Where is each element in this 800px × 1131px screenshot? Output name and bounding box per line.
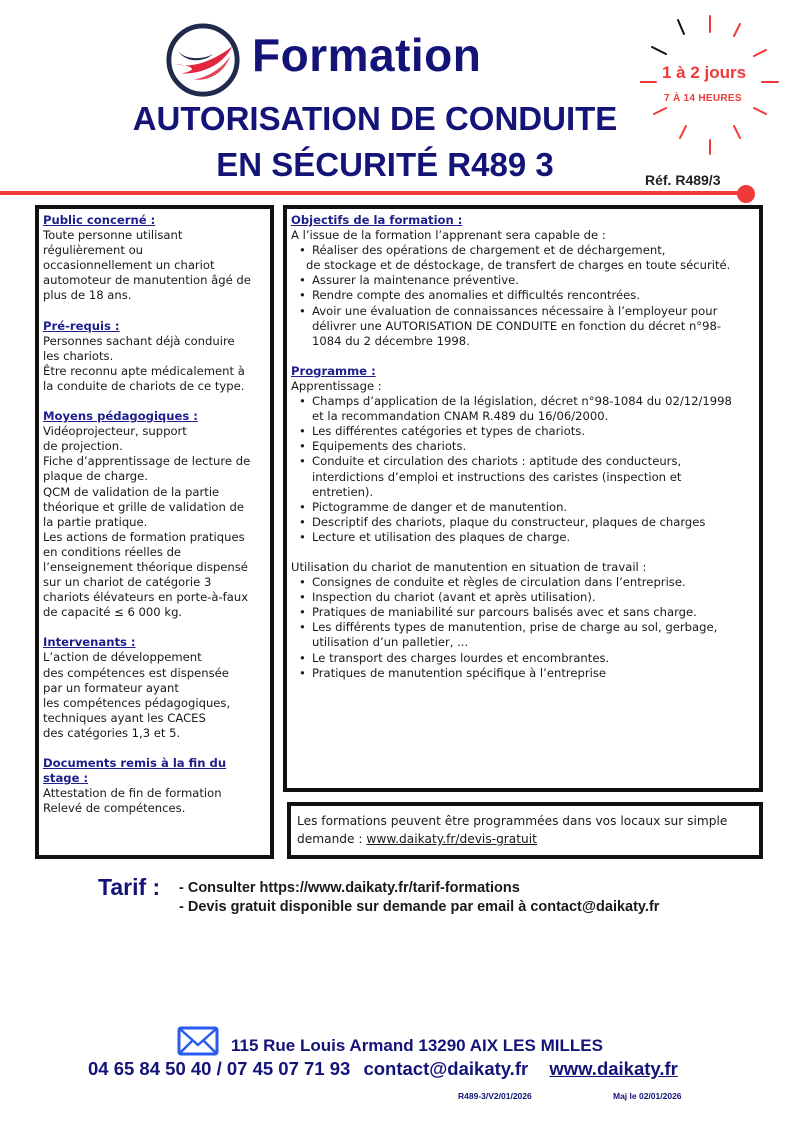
intervenants-line: par un formateur ayant [43,680,179,695]
tarif-details [179,879,659,917]
list-item [291,500,755,515]
tarif-label: Tarif : [98,874,161,900]
moyens-line: de capacité ≤ 6 000 kg. [43,605,183,620]
company-address: 115 Rue Louis Armand 13290 AIX LES MILLES [231,1036,603,1055]
prerequis-line: Personnes sachant déjà conduire [43,333,235,348]
list-item [291,620,755,650]
course-title-line-2: EN SÉCURITÉ R489 3 [216,146,554,183]
list-item [291,304,755,349]
objectifs-list [291,243,755,349]
list-item [291,575,755,590]
intervenants-line: des compétences est dispensée [43,665,229,680]
programme-part2-intro: Utilisation du chariot de manutention en situation de travail : [291,559,647,574]
list-item [291,243,755,273]
list-item [291,454,755,499]
course-title-line-1: AUTORISATION DE CONDUITE [132,100,618,137]
prerequis-line: les chariots. [43,348,114,363]
list-item-text: de stockage et de déstockage, de transfert de charges en toute sécurité. [306,258,731,273]
list-item-text: Pictogramme de danger et de manutention. [312,499,568,514]
list-item-text: entretien). [312,484,374,499]
company-logo-icon [164,21,242,99]
list-item-text: Inspection du chariot (avant et après utilisation). [312,590,596,605]
tarif-line-consult: - Consulter https://www.daikaty.fr/tarif-formations [179,880,520,896]
moyens-line: QCM de validation de la partie [43,484,220,499]
list-item [291,590,755,605]
header-divider [0,191,745,195]
moyens-line: en conditions réelles de [43,544,182,559]
list-item-text: Réaliser des opérations de chargement et de déchargement, [312,243,666,258]
list-item-text: Pratiques de maniabilité sur parcours balisés avec et sans charge. [312,605,697,620]
onsite-training-notice [287,802,763,859]
list-item-text: interdictions d’emploi et instructions des caristes (inspection et [312,469,682,484]
list-item-text: Avoir une évaluation de connaissances nécessaire à l’employeur pour [312,303,718,318]
list-item [291,273,755,288]
section-heading-programme: Programme : [291,363,376,378]
moyens-line: sur un chariot de catégorie 3 [43,575,212,590]
intervenants-line: les compétences pédagogiques, [43,695,231,710]
notice-prefix: demande : [297,832,367,846]
course-content-panel [283,205,763,792]
list-item-text: Pratiques de manutention spécifique à l’entreprise [312,665,607,680]
list-item-text: Le transport des charges lourdes et encombrantes. [312,650,610,665]
prerequis-line: Être reconnu apte médicalement à [43,363,245,378]
divider-dot [737,185,755,203]
public-line: Toute personne utilisant [43,228,183,243]
course-info-panel [35,205,274,859]
update-date: Maj le 02/01/2026 [613,1091,682,1101]
public-line: régulièrement ou [43,243,144,258]
list-item-text: utilisation d’un palletier, ... [312,635,469,650]
contact-email[interactable]: contact@daikaty.fr [363,1058,529,1079]
programme-part1-list [291,394,755,545]
moyens-line: plaque de charge. [43,469,148,484]
list-item [291,605,755,620]
list-item [291,288,755,303]
list-item [291,394,755,424]
list-item [291,439,755,454]
documents-line: Attestation de fin de formation [43,786,222,801]
list-item-text: Les différents types de manutention, prise de charge au sol, gerbage, [312,620,718,635]
intervenants-line: des catégories 1,3 et 5. [43,725,181,740]
section-heading-prerequis: Pré-requis : [43,318,120,333]
moyens-line: Vidéoprojecteur, support [43,424,187,439]
public-line: plus de 18 ans. [43,288,132,303]
section-heading-public: Public concerné : [43,213,156,227]
moyens-line: de projection. [43,439,123,454]
reference-code: Réf. R489/3 [645,172,721,188]
quote-request-link[interactable]: www.daikaty.fr/devis-gratuit [366,832,537,846]
section-heading-intervenants: Intervenants : [43,635,136,650]
sunburst-decoration-icon [640,14,780,159]
list-item [291,666,755,681]
phone-numbers: 04 65 84 50 40 / 07 45 07 71 93 [88,1058,351,1079]
duration-hours: 7 À 14 HEURES [664,93,742,104]
duration-days: 1 à 2 jours [662,63,747,82]
list-item-text: Descriptif des chariots, plaque du constructeur, plaques de charges [312,514,706,529]
contact-line [88,1058,678,1080]
list-item-text: Les différentes catégories et types de chariots. [312,424,586,439]
objectifs-intro: A l’issue de la formation l’apprenant sera capable de : [291,228,606,243]
section-heading-objectifs: Objectifs de la formation : [291,213,463,227]
section-heading-documents: Documents remis à la fin du stage : [43,756,227,786]
list-item-text: Champs d’application de la législation, décret n°98-1084 du 02/12/1998 [312,394,732,409]
list-item-text: délivrer une AUTORISATION DE CONDUITE en fonction du décret n°98- [312,318,722,333]
moyens-line: Fiche d’apprentissage de lecture de [43,454,251,469]
list-item-text: Lecture et utilisation des plaques de charge. [312,529,571,544]
moyens-line: chariots élévateurs en porte-à-faux [43,590,249,605]
list-item-text: Rendre compte des anomalies et difficultés rencontrées. [312,288,641,303]
programme-part1-intro: Apprentissage : [291,378,382,393]
moyens-line: Les actions de formation pratiques [43,529,245,544]
list-item-text: Equipements des chariots. [312,439,467,454]
list-item [291,515,755,530]
list-item-text: 1084 du 2 décembre 1998. [312,333,470,348]
list-item-text: Conduite et circulation des chariots : aptitude des conducteurs, [312,454,682,469]
list-item-text: et la recommandation CNAM R.489 du 16/06/2000. [312,409,609,424]
public-line: automoteur de manutention âgé de [43,273,251,288]
list-item [291,530,755,545]
prerequis-line: la conduite de chariots de ce type. [43,378,245,393]
programme-part2-list [291,575,755,681]
envelope-icon [177,1026,219,1056]
list-item [291,651,755,666]
public-line: occasionnellement un chariot [43,258,215,273]
document-version: R489-3/V2/01/2026 [458,1091,532,1101]
tarif-line-quote: - Devis gratuit disponible sur demande par email à contact@daikaty.fr [179,899,660,915]
page-title: Formation [252,29,482,81]
list-item-text: Assurer la maintenance préventive. [312,273,519,288]
list-item [291,424,755,439]
moyens-line: la partie pratique. [43,514,148,529]
intervenants-line: techniques ayant les CACES [43,710,206,725]
documents-line: Relevé de compétences. [43,801,186,816]
intervenants-line: L’action de développement [43,650,202,665]
list-item-text: Consignes de conduite et règles de circulation dans l’entreprise. [312,575,686,590]
notice-text: Les formations peuvent être programmées dans vos locaux sur simple [297,814,728,828]
moyens-line: théorique et grille de validation de [43,499,245,514]
moyens-line: l’enseignement théorique dispensé [43,559,248,574]
section-heading-moyens: Moyens pédagogiques : [43,409,198,424]
website-link[interactable]: www.daikaty.fr [549,1058,678,1079]
